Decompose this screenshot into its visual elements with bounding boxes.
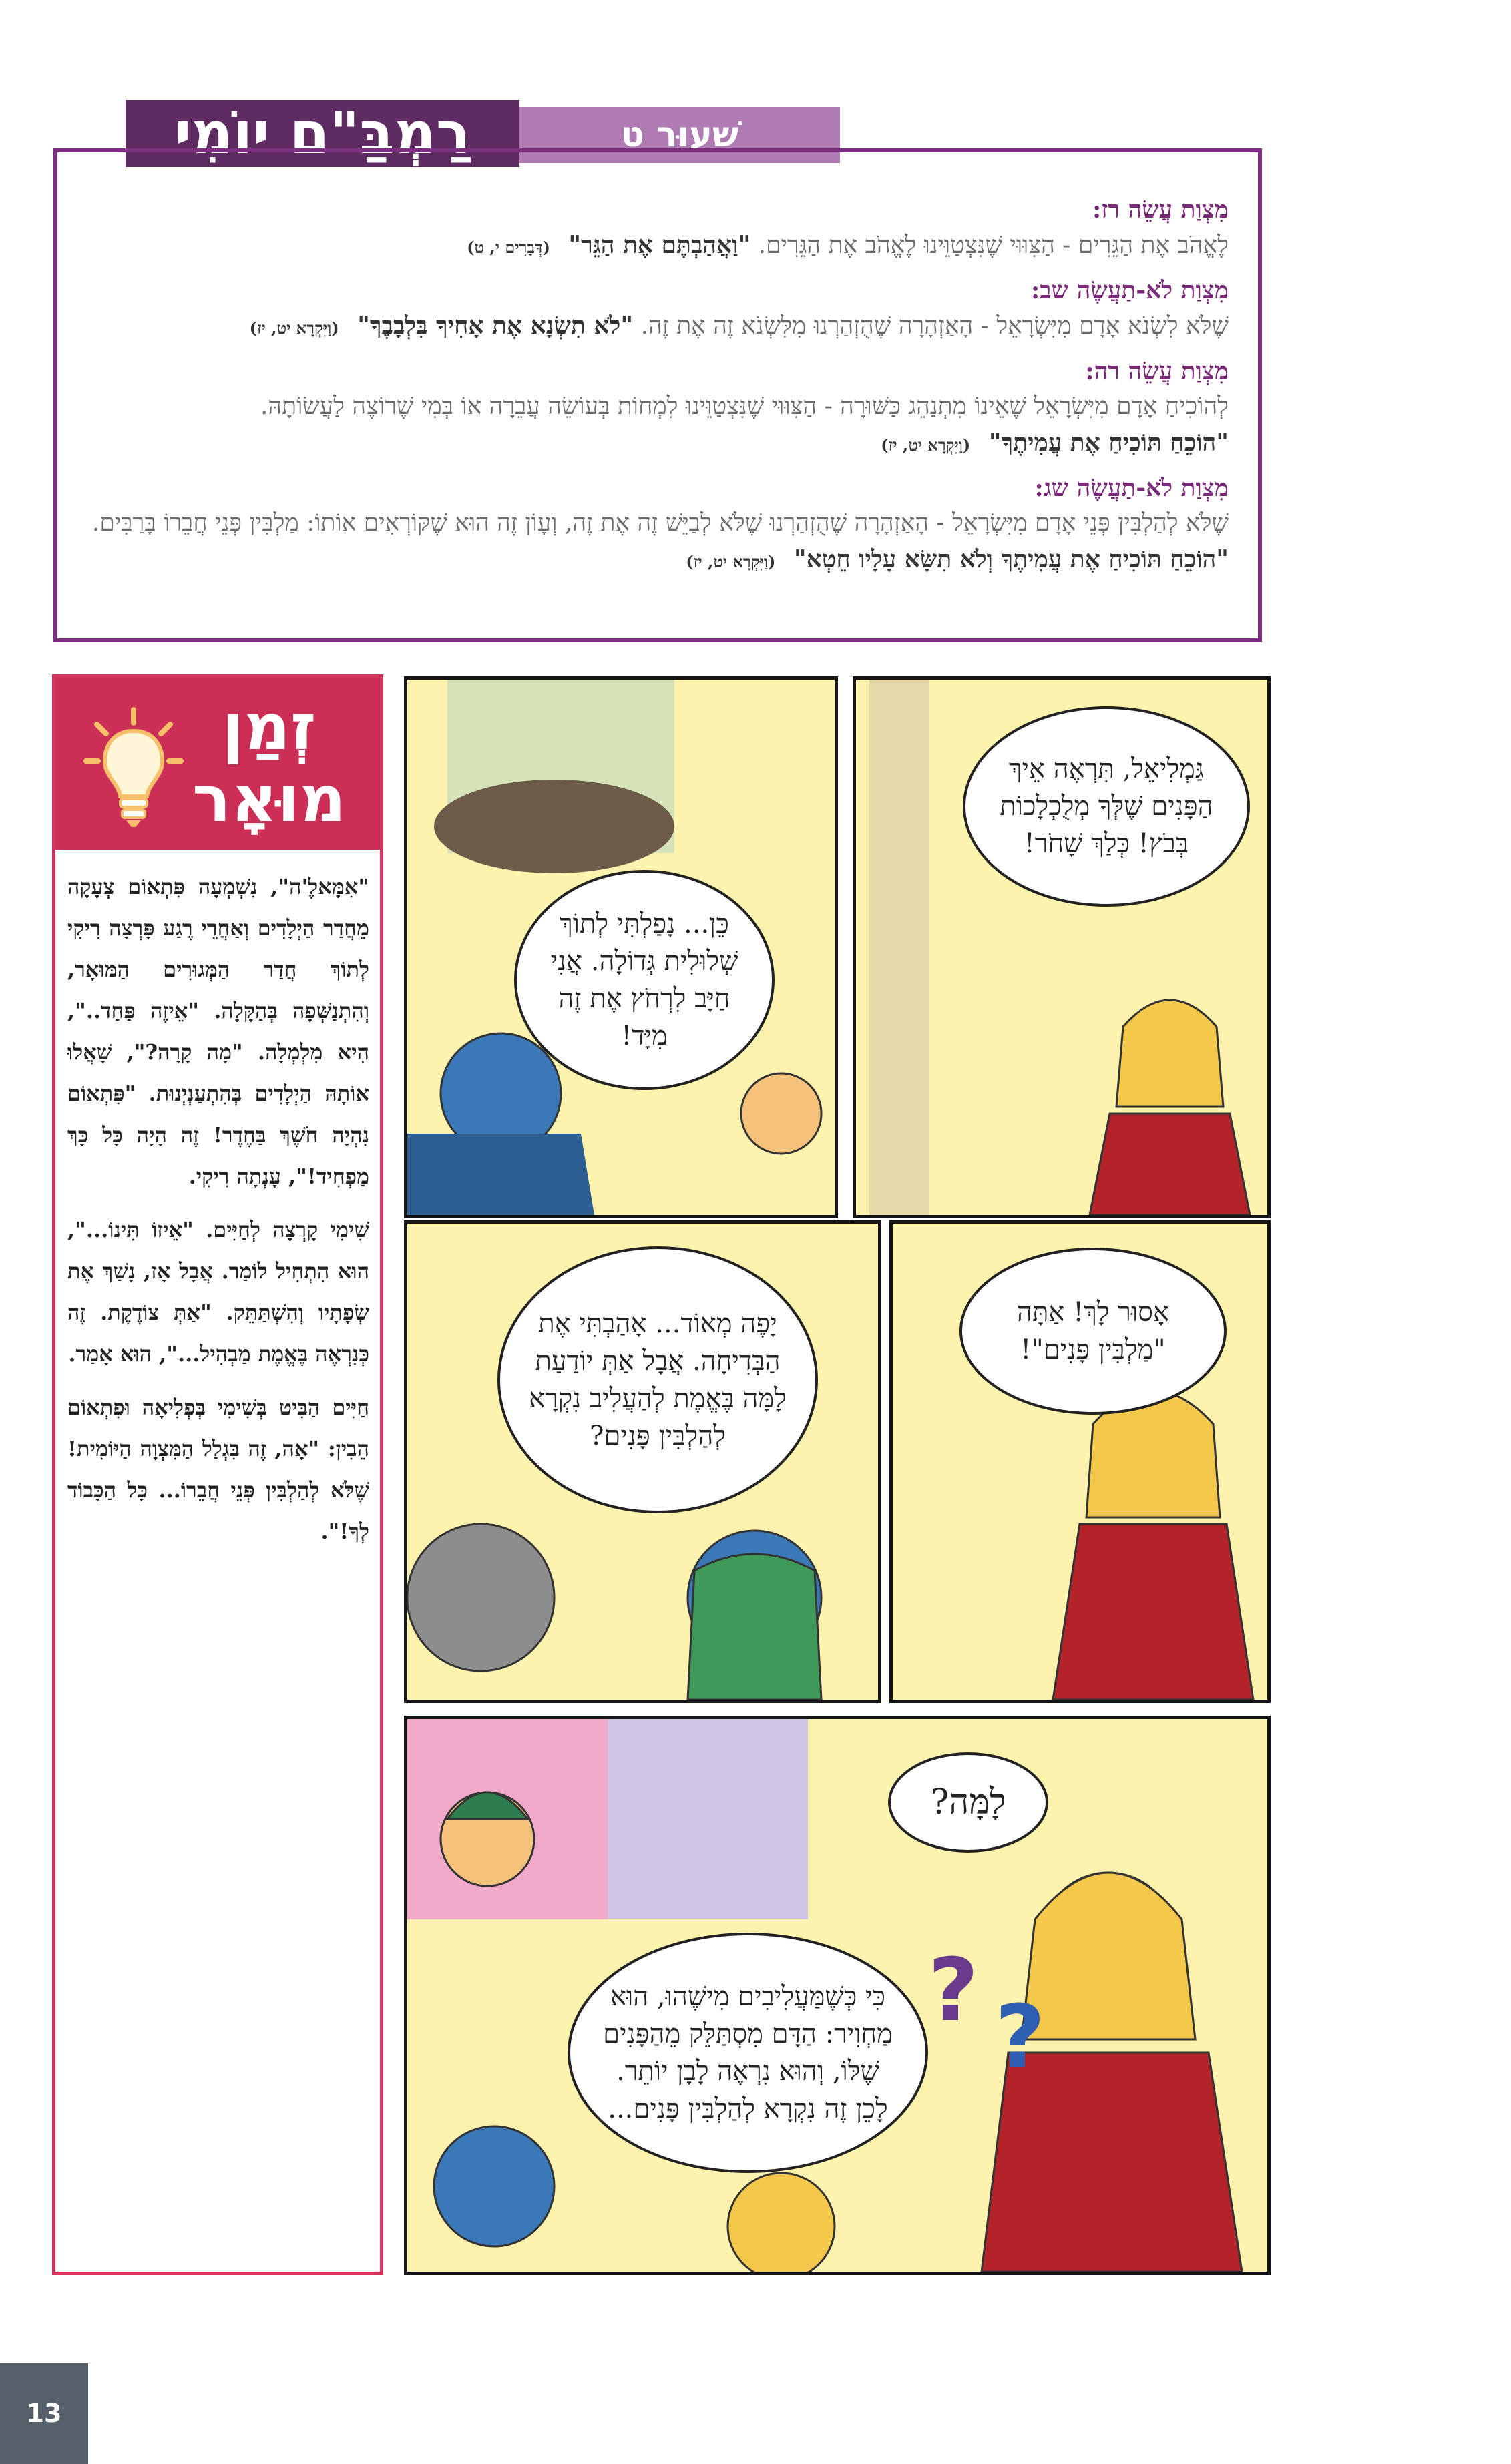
sidebar-header	[55, 678, 380, 850]
speech-bubble-explanation: כִּי כְּשֶׁמַּעֲלִיבִים מִישֶׁהוּ, הוּא מַחְוִיר: הַדָּם מִסְתַּלֵּק מֵהַפָּנִים שֶׁלּוֹ, וְהוּא נִרְאֶה לָבָן יוֹתֵר. לָכֵן זֶה נִקְרָא לְהַלְבִּין פָּנִים...	[568, 1933, 928, 2173]
comic-panel-3	[889, 1220, 1271, 1703]
mitzva-text	[87, 308, 1229, 344]
mitzva-item	[87, 471, 1229, 578]
mitzva-item	[87, 273, 1229, 344]
comic-panel-4	[404, 1220, 881, 1703]
mitzva-source: (דְּבָרִים י, ט)	[467, 238, 550, 257]
story-sidebar	[52, 674, 383, 2275]
mitzva-body: שֶׁלֹּא לְהַלְבִּין פְּנֵי אָדָם מִיִּשְׂרָאֵל - הָאַזְהָרָה שֶׁהֻזְהַרְנוּ שֶׁלֹּא לְבַיֵּשׁ זֶה אֶת זֶה, וְעָוֹן זֶה הוּא שֶׁקּוֹרְאִים אוֹתוֹ: מַלְבִּין פְּנֵי חֲבֵרוֹ בָּרַבִּים.	[91, 509, 1229, 537]
mitzva-heading: מִצְוַת עֲשֵׂה רז:	[1092, 196, 1229, 224]
mitzvot-box	[53, 148, 1262, 642]
mitzva-quote: "הוֹכֵחַ תּוֹכִיחַ אֶת עֲמִיתֶךָ"	[988, 429, 1229, 457]
story-paragraph: "אִמָּאלֶ'ה", נִשְׁמְעָה פִּתְאוֹם צְעָקָה מֵחֲדַר הַיְלָדִים וְאַחֲרֵי רֶגַע פָּרְצָה רִיקִי לְתוֹךְ חֲדַר הַמְּגוּרִים הַמּוּאָר, וְהִתְנַשְּׁפָה בְּהַקָּלָה. "אֵיזֶה פַּחַד..", הִיא מִלְמְלָה. "מָה קָרָה?", שָׁאֲלוּ אוֹתָהּ הַיְלָדִים בְּהִתְעַנְיְנוּת. "פִּתְאוֹם נִהְיָה חֹשֶׁךְ בַּחֶדֶר! זֶה הָיָה כָּל כָּךְ מַפְחִיד!", עָנְתָה רִיקִי.	[67, 874, 369, 1189]
mitzva-heading: מִצְוַת עֲשֵׂה רה:	[1085, 357, 1229, 385]
speech-bubble: כֵּן... נָפַלְתִּי לְתוֹךְ שְׁלוּלִית גְּדוֹלָה. אֲנִי חַיָּב לִרְחֹץ אֶת זֶה מִיָּד!	[514, 870, 775, 1090]
comic-panel-2	[404, 676, 838, 1218]
mitzva-item	[87, 192, 1229, 264]
sidebar-title	[169, 691, 369, 835]
sidebar-story	[67, 866, 369, 1564]
mitzva-body: שֶׁלֹּא לִשְׂנֹא אָדָם מִיִּשְׂרָאֵל - הָאַזְהָרָה שֶׁהֻזְהַרְנוּ מִלִּשְׂנֹא זֶה אֶת זֶה.	[640, 312, 1229, 340]
speech-bubble: גַּמְלִיאֵל, תִּרְאֶה אֵיךְ הַפָּנִים שֶׁלְּךָ מְלֻכְלָכוֹת בְּבֹץ! כְּלַךְ שָׁחֹר!	[963, 706, 1250, 907]
mitzva-source: (וַיִּקְרָא יט, יז)	[686, 552, 776, 571]
sidebar-title-line: זְמַן	[222, 690, 316, 764]
mitzva-quote: "הוֹכֵחַ תּוֹכִיחַ אֶת עֲמִיתֶךָ וְלֹא תִשָּׂא עָלָיו חֵטְא"	[793, 545, 1229, 573]
mitzva-source: (וַיִּקְרָא יט, יז)	[249, 318, 339, 338]
speech-bubble: יָפֶה מְאוֹד... אָהַבְתִּי אֶת הַבְּדִיחָה. אֲבָל אַתְּ יוֹדַעַת לָמָּה בֶּאֱמֶת לְהַעֲלִיב נִקְרָא לְהַלְבִּין פָּנִים?	[497, 1246, 818, 1513]
comic-panel-5	[404, 1716, 1271, 2275]
comic-panel-1	[853, 676, 1271, 1218]
page-title: רַמְבַּ"ם יוֹמִי	[126, 100, 519, 167]
mitzva-text	[87, 227, 1229, 264]
mitzva-quote: "וַאֲהַבְתֶּם אֶת הַגֵּר"	[568, 231, 751, 259]
mitzva-text	[87, 505, 1229, 578]
lesson-label: שִׁעוּר ט	[519, 107, 840, 163]
mitzva-item	[87, 354, 1229, 461]
mitzva-body: לְהוֹכִיחַ אָדָם מִיִּשְׂרָאֵל שֶׁאֵינוֹ מִתְנַהֵג כַּשּׁוּרָה - הַצִּוּוּי שֶׁנִּצְטַוֵּינוּ לִמְחוֹת בְּעוֹשֵׂה עֲבֵרָה אוֹ בְּמִי שֶׁרוֹצֶה לַעֲשׂוֹתָהּ.	[260, 393, 1229, 420]
speech-bubble: אָסוּר לָךְ! אַתָּה "מַלְבִּין פָּנִים"!	[959, 1248, 1227, 1415]
question-mark: ?	[928, 1939, 979, 2041]
mitzva-source: (וַיִּקְרָא יט, יז)	[881, 435, 971, 455]
mitzva-body: לֶאֱהֹב אֶת הַגֵּרִים - הַצִּוּוּי שֶׁנִּצְטַוֵּינוּ לֶאֱהֹב אֶת הַגֵּרִים.	[758, 232, 1229, 259]
page-number: 13	[0, 2363, 88, 2464]
speech-bubble-why: לָמָּה?	[888, 1752, 1048, 1853]
mitzva-text	[87, 389, 1229, 461]
story-paragraph: שִׁימִי קָרְצָה לְחַיִּים. "אֵיזוֹ תִּינוֹ...", הוּא הִתְחִיל לוֹמַר. אֲבָל אָז, נָשַׁךְ אֶת שְׂפָתָיו וְהִשְׁתַּתֵּק. "אַתְּ צוֹדֶקֶת. זֶה כְּנִרְאֶה בֶּאֱמֶת מַבְהִיל...", הוּא אָמַר.	[67, 1217, 369, 1367]
sidebar-title-line: מוּאָר	[192, 762, 347, 836]
story-paragraph: חַיִּים הַבִּיט בְּשִׁימִי בְּפְלִיאָה וּפִתְאוֹם הֵבִין: "אָה, זֶה בִּגְלַל הַמִּצְוָה הַיּוֹמִית! שֶׁלֹּא לְהַלְבִּין פְּנֵי חֲבֵרוֹ... כָּל הַכָּבוֹד לְךָ!".	[67, 1395, 369, 1544]
question-mark: ?	[995, 1986, 1046, 2087]
mitzva-quote: "לֹא תִשְׂנָא אֶת אָחִיךָ בִּלְבָבֶךָ"	[357, 312, 634, 340]
mitzva-heading: מִצְוַת לֹא-תַעֲשֶׂה שב:	[1031, 276, 1229, 304]
mitzva-heading: מִצְוַת לֹא-תַעֲשֶׂה שג:	[1034, 474, 1229, 502]
